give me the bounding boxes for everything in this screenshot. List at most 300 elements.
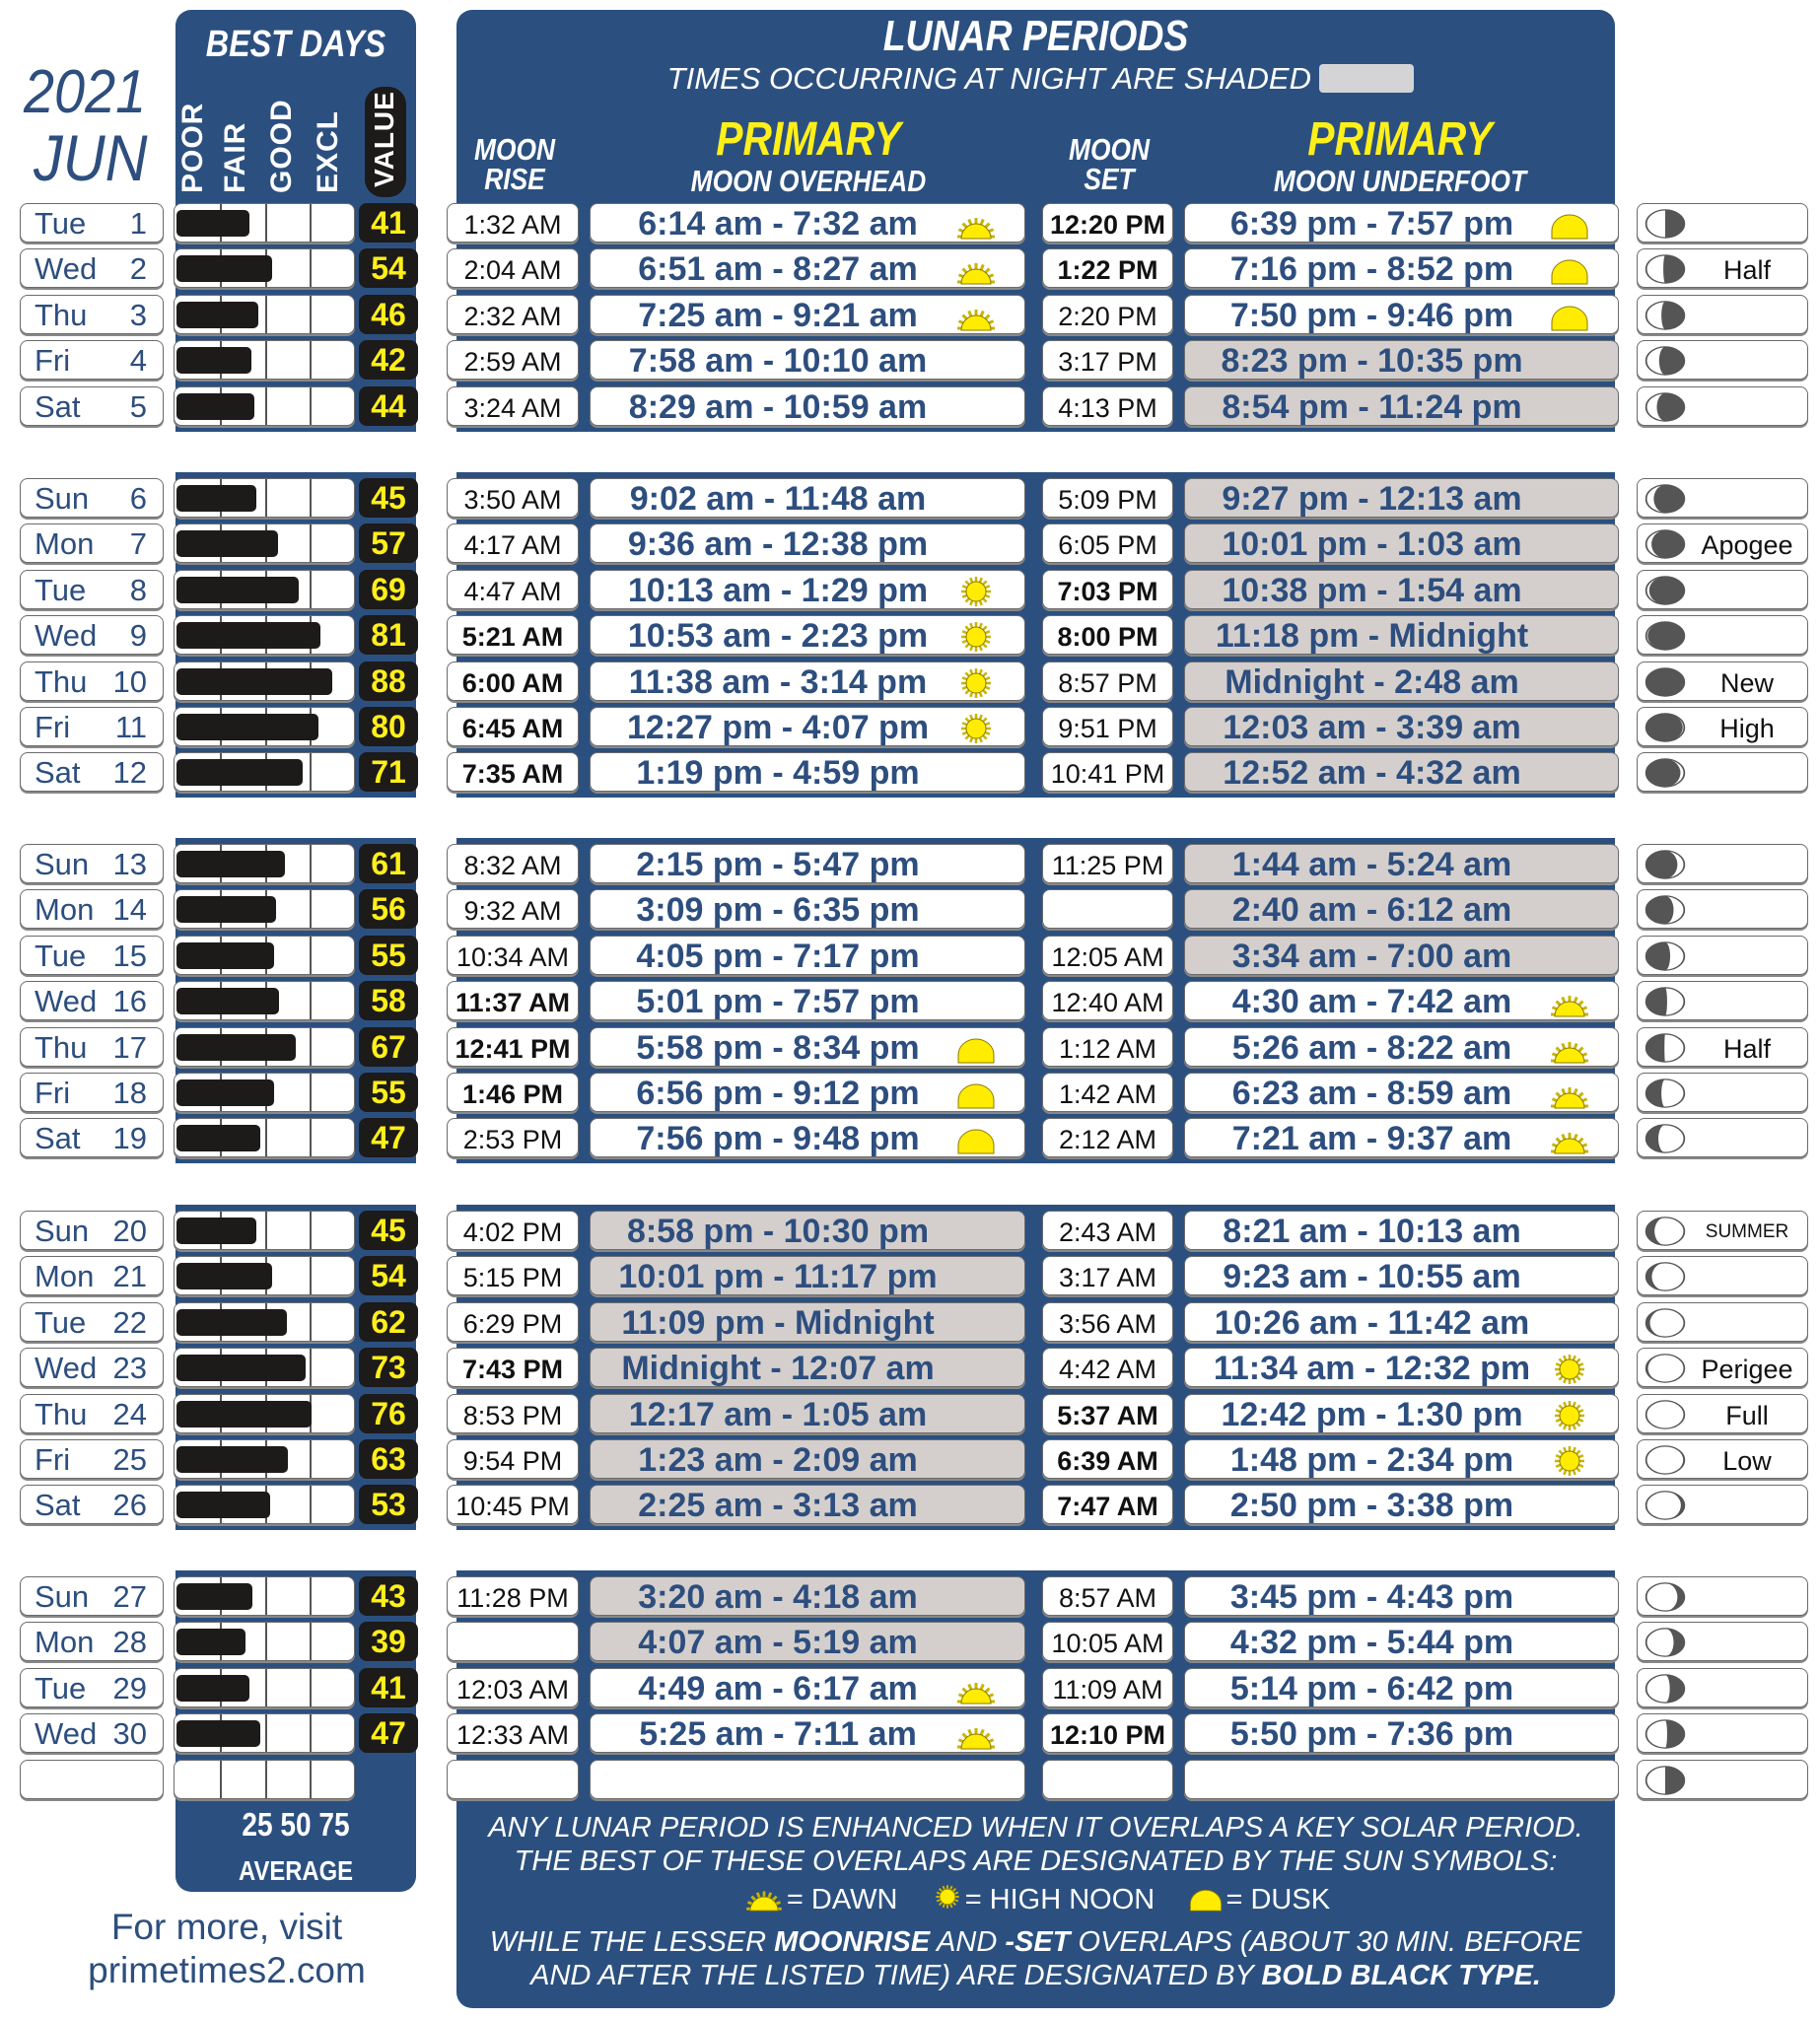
moonrise-time: 2:59 AM: [447, 340, 579, 380]
moon-underfoot-period: [1184, 1713, 1619, 1753]
underfoot-time-range: 7:21 am - 9:37 am: [1231, 1120, 1512, 1157]
moon-phase-icon: [1644, 986, 1687, 1017]
moon-overhead-period: [590, 1439, 1025, 1479]
moon-phase-cell: [1637, 844, 1808, 883]
day-value: 45: [359, 1211, 418, 1250]
moon-overhead-period: [590, 936, 1025, 975]
day-label: [20, 661, 164, 701]
day-of-week: Tue: [35, 573, 87, 607]
moon-overhead-period: [590, 1622, 1025, 1661]
rating-bar-cell: [174, 386, 355, 426]
rating-divider: [310, 1212, 312, 1249]
moon-event-label: Perigee: [1701, 1355, 1793, 1384]
moon-overhead-period: [590, 1713, 1025, 1753]
moon-underfoot-period: [1184, 1302, 1619, 1342]
moon-phase-icon: [1644, 1627, 1687, 1658]
moon-overhead-period: [590, 1073, 1025, 1112]
moon-phase-cell: [1637, 248, 1808, 288]
moon-phase-cell: [1637, 889, 1808, 929]
rating-bar: [176, 1720, 260, 1747]
rating-bar-cell: [174, 844, 355, 883]
moon-phase-cell: [1637, 1027, 1808, 1067]
moon-underfoot-period: [1184, 844, 1619, 883]
underfoot-time-range: 10:38 pm - 1:54 am: [1222, 572, 1522, 609]
rating-bar: [176, 485, 256, 512]
underfoot-time-range: 10:26 am - 11:42 am: [1214, 1304, 1530, 1342]
underfoot-primary-label: PRIMARY: [1307, 113, 1493, 166]
moon-phase-cell: [1637, 570, 1808, 609]
legend-dusk: = DUSK: [1186, 1884, 1330, 1915]
underfoot-time-range: 2:40 am - 6:12 am: [1231, 891, 1512, 929]
week-separator: [168, 798, 1627, 838]
month: JUN: [34, 121, 148, 194]
rating-divider: [265, 1714, 267, 1752]
rating-bar-cell: [174, 752, 355, 792]
underfoot-time-range: 3:45 pm - 4:43 pm: [1229, 1578, 1514, 1616]
moon-phase-cell: [1637, 1073, 1808, 1112]
day-label: [20, 203, 164, 243]
day-label: [20, 340, 164, 380]
moonrise-time: 7:35 AM: [447, 752, 579, 792]
dawn-sun-icon: [953, 209, 999, 241]
day-of-week: Tue: [35, 1671, 87, 1706]
day-number: 3: [129, 298, 147, 332]
moonset-time: 5:37 AM: [1042, 1394, 1173, 1433]
moon-phase-icon: [1644, 391, 1687, 423]
moon-phase-cell: [1637, 752, 1808, 792]
day-label: [20, 1302, 164, 1342]
moon-underfoot-period: [1184, 1256, 1619, 1295]
overhead-time-range: 6:14 am - 7:32 am: [638, 205, 918, 243]
dusk-sun-icon: [1547, 209, 1592, 241]
rating-divider: [310, 204, 312, 242]
rating-bar: [176, 1629, 245, 1655]
underfoot-time-range: 7:50 pm - 9:46 pm: [1229, 297, 1514, 334]
moon-overhead-period: [590, 1027, 1025, 1067]
rating-divider: [310, 1028, 312, 1066]
day-of-week: Mon: [35, 1259, 95, 1293]
rating-divider: [310, 387, 312, 425]
moon-underfoot-period: [1184, 1118, 1619, 1157]
lunar-subtitle: TIMES OCCURRING AT NIGHT ARE SHADED: [666, 61, 1311, 96]
day-of-week: Wed: [35, 984, 98, 1018]
moon-phase-cell: [1637, 523, 1808, 563]
dawn-sun-icon: [953, 254, 999, 286]
day-label: [20, 752, 164, 792]
moon-overhead-period: [590, 1256, 1025, 1295]
moon-phase-icon: [1644, 300, 1687, 331]
moon-underfoot-period: [1184, 1394, 1619, 1433]
underfoot-time-range: 6:39 pm - 7:57 pm: [1229, 205, 1514, 243]
day-value: 47: [359, 1118, 418, 1157]
rating-divider: [310, 1577, 312, 1615]
day-value: 43: [359, 1576, 418, 1616]
day-number: 27: [112, 1579, 147, 1614]
day-of-week: Thu: [35, 1397, 88, 1431]
moon-phase-icon: [1644, 849, 1687, 880]
moon-phase-icon: [1644, 253, 1687, 285]
moonrise-time: 6:29 PM: [447, 1302, 579, 1342]
promo-line-1: For more, visit: [110, 1907, 343, 1947]
rating-divider: [310, 1623, 312, 1660]
rating-bar-cell: [174, 1118, 355, 1157]
moon-overhead-period: [590, 203, 1025, 243]
moon-event-label: Half: [1722, 255, 1771, 285]
rating-bar-cell: [174, 570, 355, 609]
day-label: [20, 478, 164, 518]
moonset-time: 3:17 AM: [1042, 1256, 1173, 1295]
day-number: 29: [112, 1671, 147, 1706]
day-value: 55: [359, 1073, 418, 1112]
rating-bar: [176, 347, 251, 374]
rating-bar-cell: [174, 248, 355, 288]
day-of-week: Thu: [35, 298, 88, 332]
day-value: 57: [359, 523, 418, 563]
day-number: 6: [129, 481, 147, 516]
day-number: 2: [129, 251, 147, 286]
underfoot-time-range: 7:16 pm - 8:52 pm: [1229, 250, 1514, 288]
day-of-week: Sun: [35, 481, 90, 516]
day-number: 9: [129, 618, 147, 653]
moonset-header-1: MOON: [1069, 132, 1150, 167]
moon-event-label: High: [1719, 714, 1775, 743]
day-label: [20, 1348, 164, 1387]
rating-bar-cell: [174, 1760, 355, 1799]
moonset-time: 3:56 AM: [1042, 1302, 1173, 1342]
moonrise-time: 7:43 PM: [447, 1348, 579, 1387]
moonset-time: 7:47 AM: [1042, 1485, 1173, 1524]
day-value: 80: [359, 707, 418, 746]
day-of-week: Sat: [35, 755, 81, 790]
moon-phase-cell: [1637, 1713, 1808, 1753]
day-value: 53: [359, 1485, 418, 1524]
moon-phase-icon: [1644, 575, 1687, 606]
overhead-time-range: 6:56 pm - 9:12 pm: [636, 1075, 920, 1112]
day-number: 10: [112, 664, 147, 699]
rating-bar-cell: [174, 936, 355, 975]
day-label: [20, 615, 164, 655]
moon-phase-cell: [1637, 1760, 1808, 1799]
underfoot-time-range: 5:50 pm - 7:36 pm: [1229, 1715, 1514, 1753]
rating-bar: [176, 1492, 270, 1518]
day-value: 42: [359, 340, 418, 380]
high-noon-sun-icon: [930, 1881, 965, 1913]
day-label: [20, 981, 164, 1020]
moon-underfoot-period: [1184, 1439, 1619, 1479]
rating-bar: [176, 210, 249, 237]
moon-event-label: Full: [1725, 1401, 1769, 1430]
rating-divider: [310, 479, 312, 517]
rating-bar: [176, 1309, 287, 1336]
day-label: [20, 1668, 164, 1707]
rating-bar-cell: [174, 661, 355, 701]
rating-bar: [176, 302, 258, 328]
moonset-time: 7:03 PM: [1042, 570, 1173, 609]
day-number: 14: [112, 892, 147, 927]
moon-phase-cell: [1637, 981, 1808, 1020]
moonrise-time: 5:15 PM: [447, 1256, 579, 1295]
rating-divider: [310, 249, 312, 287]
rating-bar-cell: [174, 1485, 355, 1524]
day-of-week: Fri: [35, 710, 71, 744]
moonset-time: 11:09 AM: [1042, 1668, 1173, 1707]
overhead-time-range: 7:58 am - 10:10 am: [628, 342, 928, 380]
day-number: 20: [112, 1214, 147, 1248]
moon-overhead-period: [590, 1668, 1025, 1707]
moon-phase-cell: [1637, 203, 1808, 243]
moon-underfoot-period: [1184, 1760, 1619, 1799]
day-of-week: Wed: [35, 618, 98, 653]
overhead-time-range: 12:27 pm - 4:07 pm: [626, 709, 930, 746]
moon-overhead-period: [590, 707, 1025, 746]
day-of-week: Tue: [35, 1305, 87, 1340]
rating-divider: [310, 845, 312, 882]
day-number: 17: [112, 1030, 147, 1065]
rating-bar: [176, 1446, 288, 1473]
day-value: 55: [359, 936, 418, 975]
footer-line-5: AND AFTER THE LISTED TIME) ARE DESIGNATED BY BOLD BLACK TYPE.: [530, 1960, 1541, 1991]
rating-bar-cell: [174, 1394, 355, 1433]
day-number: 22: [112, 1305, 147, 1340]
moon-underfoot-period: [1184, 1027, 1619, 1067]
rating-divider: [310, 1074, 312, 1111]
rating-divider: [310, 1349, 312, 1386]
moonrise-time: 5:21 AM: [447, 615, 579, 655]
moonset-time: [1042, 1760, 1173, 1799]
rating-bar: [176, 1401, 312, 1427]
moonrise-time: 9:32 AM: [447, 889, 579, 929]
rating-divider: [310, 524, 312, 562]
column-excl: EXCL: [312, 109, 344, 193]
rating-divider: [310, 753, 312, 791]
moon-phase-cell: [1637, 1485, 1808, 1524]
moon-phase-icon: [1644, 1261, 1687, 1292]
day-number: 8: [129, 573, 147, 607]
day-of-week: Fri: [35, 343, 71, 378]
moon-underfoot-period: [1184, 661, 1619, 701]
day-number: 25: [112, 1442, 147, 1477]
column-poor: POOR: [176, 102, 209, 193]
overhead-time-range: 4:49 am - 6:17 am: [638, 1670, 918, 1707]
rating-bar: [176, 255, 272, 282]
day-label: [20, 386, 164, 426]
overhead-time-range: 10:53 am - 2:23 pm: [627, 617, 929, 655]
rating-bar: [176, 1079, 274, 1106]
moon-phase-cell: [1637, 478, 1808, 518]
moon-phase-icon: [1644, 1123, 1687, 1154]
promo-link[interactable]: primetimes2.com: [88, 1950, 366, 1990]
underfoot-time-range: 1:48 pm - 2:34 pm: [1229, 1441, 1514, 1479]
moon-underfoot-period: [1184, 570, 1619, 609]
day-label: [20, 1713, 164, 1753]
moon-overhead-period: [590, 844, 1025, 883]
moonset-time: 12:10 PM: [1042, 1713, 1173, 1753]
moonrise-time: 4:02 PM: [447, 1211, 579, 1250]
rating-divider: [265, 1212, 267, 1249]
moonset-time: 6:39 AM: [1042, 1439, 1173, 1479]
day-value: 46: [359, 295, 418, 334]
moonset-time: 9:51 PM: [1042, 707, 1173, 746]
dawn-sun-icon: [953, 1719, 999, 1751]
moon-phase-icon: [1644, 1490, 1687, 1521]
overhead-time-range: 7:56 pm - 9:48 pm: [636, 1120, 920, 1157]
day-of-week: Mon: [35, 892, 95, 927]
underfoot-time-range: 3:34 am - 7:00 am: [1231, 938, 1512, 975]
column-fair: FAIR: [219, 121, 251, 193]
moon-phase-cell: [1637, 1302, 1808, 1342]
rating-divider: [310, 1119, 312, 1156]
column-good: GOOD: [265, 99, 298, 193]
moon-overhead-period: [590, 478, 1025, 518]
day-number: 21: [112, 1259, 147, 1293]
rating-bar: [176, 942, 274, 969]
moonset-time: 2:43 AM: [1042, 1211, 1173, 1250]
underfoot-time-range: 4:32 pm - 5:44 pm: [1229, 1624, 1514, 1661]
legend-dawn: = DAWN: [741, 1884, 898, 1915]
rating-bar-cell: [174, 1622, 355, 1661]
rating-bar-cell: [174, 981, 355, 1020]
overhead-time-range: 4:07 am - 5:19 am: [638, 1624, 918, 1661]
moon-underfoot-period: [1184, 340, 1619, 380]
day-label: [20, 889, 164, 929]
day-number: 4: [129, 343, 147, 378]
moonrise-time: 2:04 AM: [447, 248, 579, 288]
overhead-time-range: 1:23 am - 2:09 am: [638, 1441, 918, 1479]
day-value: 45: [359, 478, 418, 518]
day-value: 56: [359, 889, 418, 929]
day-number: 1: [129, 206, 147, 241]
rating-bar-cell: [174, 1256, 355, 1295]
underfoot-time-range: 5:26 am - 8:22 am: [1231, 1029, 1512, 1067]
overhead-time-range: 10:01 pm - 11:17 pm: [618, 1258, 938, 1295]
day-label: [20, 1118, 164, 1157]
rating-bar: [176, 1675, 249, 1702]
moon-event-label: Half: [1722, 1034, 1771, 1064]
moonset-time: 1:12 AM: [1042, 1027, 1173, 1067]
moon-phase-icon: [1644, 1032, 1687, 1064]
day-value: 54: [359, 1256, 418, 1295]
rating-bar: [176, 577, 299, 603]
overhead-time-range: 10:13 am - 1:29 pm: [627, 572, 929, 609]
column-value: VALUE: [369, 91, 399, 187]
rating-divider: [265, 341, 267, 379]
moon-underfoot-period: [1184, 889, 1619, 929]
rating-divider: [310, 1714, 312, 1752]
dawn-sun-icon: [741, 1883, 787, 1913]
day-number: 18: [112, 1076, 147, 1110]
rating-bar: [176, 896, 276, 923]
moon-overhead-period: [590, 386, 1025, 426]
day-number: 5: [129, 389, 147, 424]
day-value: 44: [359, 386, 418, 426]
moon-overhead-period: [590, 889, 1025, 929]
dusk-sun-icon: [1547, 301, 1592, 332]
rating-divider: [310, 1761, 312, 1798]
moon-phase-cell: [1637, 340, 1808, 380]
day-label: [20, 570, 164, 609]
overhead-time-range: 2:25 am - 3:13 am: [638, 1487, 918, 1524]
day-label: [20, 1073, 164, 1112]
moonset-time: 8:57 PM: [1042, 661, 1173, 701]
moon-overhead-period: [590, 981, 1025, 1020]
underfoot-time-range: Midnight - 2:48 am: [1225, 663, 1519, 701]
moon-underfoot-period: [1184, 752, 1619, 792]
overhead-time-range: 5:58 pm - 8:34 pm: [636, 1029, 920, 1067]
moon-phase-icon: [1644, 1307, 1687, 1339]
moon-underfoot-period: [1184, 248, 1619, 288]
rating-bar-cell: [174, 1027, 355, 1067]
moon-phase-icon: [1644, 666, 1687, 698]
best-days-title: BEST DAYS: [205, 24, 386, 65]
footer-line-1: ANY LUNAR PERIOD IS ENHANCED WHEN IT OVERLAPS A KEY SOLAR PERIOD.: [488, 1812, 1583, 1844]
rating-bar-cell: [174, 1576, 355, 1616]
overhead-time-range: 9:02 am - 11:48 am: [629, 480, 927, 518]
overhead-header: MOON OVERHEAD: [690, 164, 927, 198]
moonrise-time: 8:53 PM: [447, 1394, 579, 1433]
moon-underfoot-period: [1184, 1348, 1619, 1387]
noon-sun-icon: [953, 621, 999, 653]
dusk-sun-icon: [953, 1079, 999, 1110]
underfoot-time-range: 6:23 am - 8:59 am: [1231, 1075, 1512, 1112]
moon-phase-cell: [1637, 1439, 1808, 1479]
rating-bar: [176, 988, 279, 1014]
moon-phase-icon: [1644, 1765, 1687, 1796]
moonset-time: 8:00 PM: [1042, 615, 1173, 655]
day-label: [20, 248, 164, 288]
underfoot-time-range: 12:03 am - 3:39 am: [1223, 709, 1521, 746]
rating-bar-cell: [174, 203, 355, 243]
moon-underfoot-period: [1184, 1073, 1619, 1112]
moon-phase-icon: [1644, 1078, 1687, 1109]
underfoot-time-range: 12:52 am - 4:32 am: [1223, 754, 1521, 792]
underfoot-time-range: 12:42 pm - 1:30 pm: [1221, 1396, 1523, 1433]
rating-divider: [265, 1623, 267, 1660]
moonrise-time: 6:00 AM: [447, 661, 579, 701]
noon-sun-icon: [1547, 1445, 1592, 1477]
moonrise-time: 4:17 AM: [447, 523, 579, 563]
rating-bar: [176, 530, 278, 557]
lunar-title: LUNAR PERIODS: [882, 12, 1189, 60]
rating-divider: [265, 1577, 267, 1615]
rating-bar-cell: [174, 1302, 355, 1342]
underfoot-time-range: 11:18 pm - Midnight: [1215, 617, 1529, 655]
day-label: [20, 1439, 164, 1479]
moon-underfoot-period: [1184, 386, 1619, 426]
day-of-week: Thu: [35, 664, 88, 699]
dawn-sun-icon: [1547, 1033, 1592, 1065]
moon-underfoot-period: [1184, 1622, 1619, 1661]
day-value: 47: [359, 1713, 418, 1753]
moon-overhead-period: [590, 661, 1025, 701]
day-number: 11: [114, 710, 147, 744]
moon-phase-icon: [1644, 1399, 1687, 1430]
day-value: 73: [359, 1348, 418, 1387]
noon-sun-icon: [953, 713, 999, 744]
underfoot-time-range: 8:23 pm - 10:35 pm: [1221, 342, 1523, 380]
day-label: [20, 1576, 164, 1616]
moonset-time: 12:05 AM: [1042, 936, 1173, 975]
moon-underfoot-period: [1184, 615, 1619, 655]
moon-underfoot-period: [1184, 1211, 1619, 1250]
overhead-time-range: Midnight - 12:07 am: [621, 1350, 935, 1387]
day-of-week: Mon: [35, 1625, 95, 1659]
moon-phase-cell: [1637, 295, 1808, 334]
underfoot-time-range: 1:44 am - 5:24 am: [1231, 846, 1512, 883]
overhead-time-range: 9:36 am - 12:38 pm: [627, 525, 929, 563]
dawn-sun-icon: [1547, 987, 1592, 1018]
moon-phase-cell: [1637, 1394, 1808, 1433]
rating-bar-cell: [174, 523, 355, 563]
